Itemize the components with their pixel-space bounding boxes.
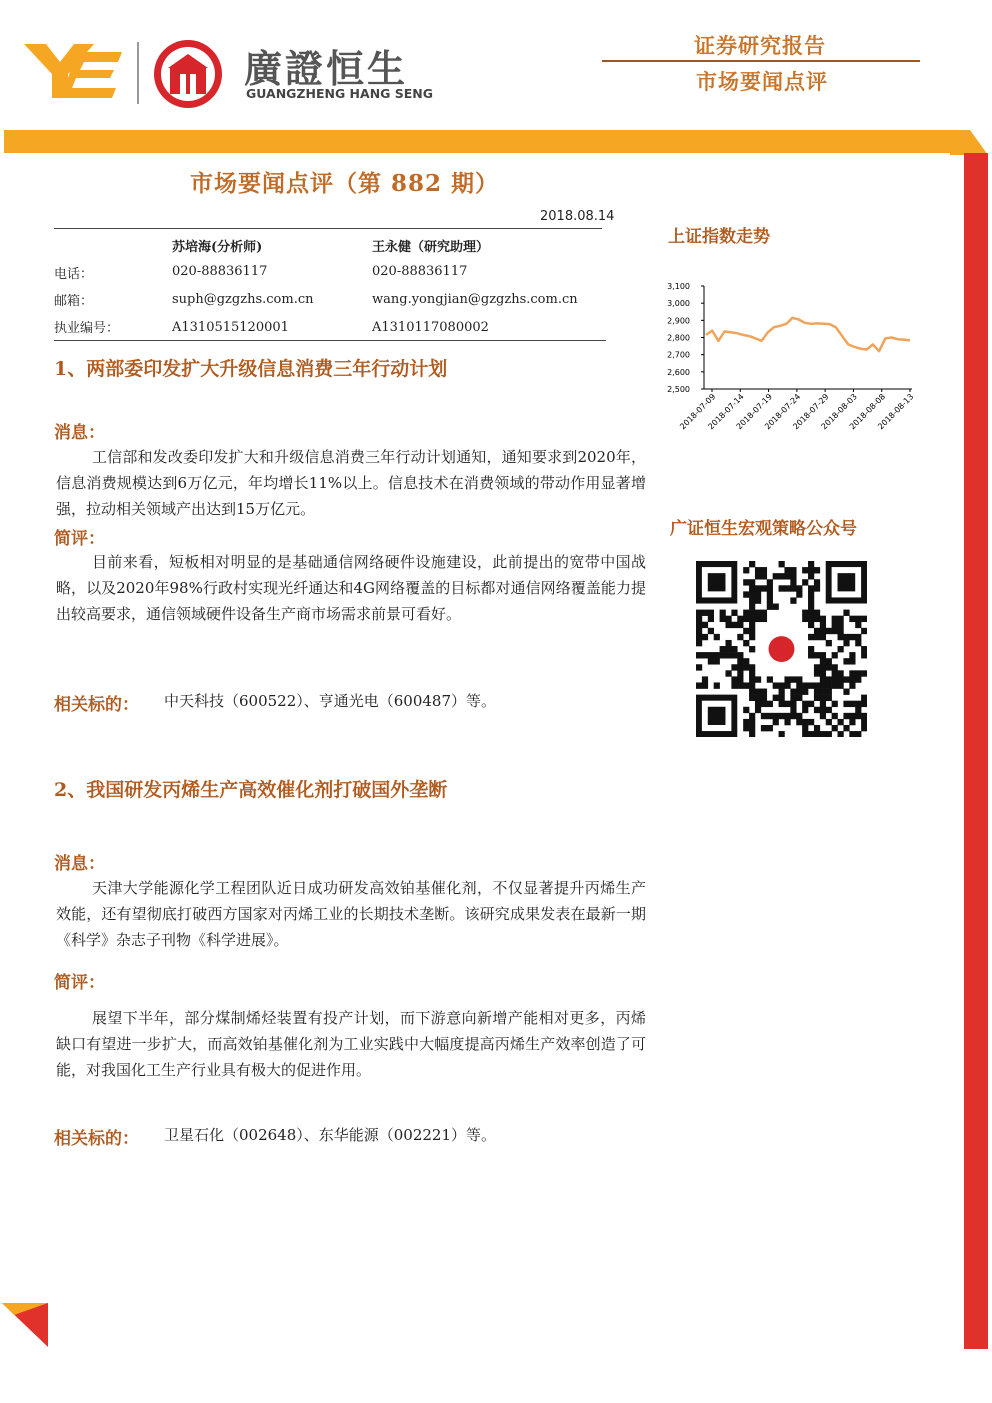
right-red-bar bbox=[964, 153, 988, 1349]
shanghai-index-chart bbox=[660, 278, 920, 438]
chart-title: 上证指数走势 bbox=[668, 227, 770, 247]
assistant-name: 王永健（研究助理） bbox=[372, 240, 490, 255]
bottom-corner-triangle bbox=[2, 1303, 50, 1349]
assistant-license: A1310117080002 bbox=[372, 320, 489, 335]
y-tick-label: 2,500 bbox=[667, 385, 690, 394]
y-tick-label: 2,700 bbox=[667, 350, 690, 360]
report-title: 市场要闻点评（第 882 期） bbox=[190, 170, 500, 197]
report-date: 2018.08.14 bbox=[540, 209, 615, 224]
assistant-phone: 020-88836117 bbox=[372, 264, 468, 279]
section-1-comment-label: 简评： bbox=[54, 529, 105, 549]
report-series: 市场要闻点评 bbox=[696, 70, 828, 94]
top-orange-band bbox=[4, 130, 954, 153]
author-top-rule bbox=[54, 228, 602, 229]
section-2-related: 卫星石化（002648）、东华能源（002221）等。 bbox=[164, 1126, 497, 1144]
section-2-news-label: 消息： bbox=[54, 854, 105, 874]
section-2-comment: 展望下半年，部分煤制烯烃装置有投产计划，而下游意向新增产能相对更多，丙烯缺口有望进一步扩大，而高效铂基催化剂为工业实践中大幅度提高丙烯生产效率创造了可能，对我国化工生产行业具有极大的促进作用。 bbox=[56, 1009, 646, 1079]
author-bottom-rule bbox=[54, 340, 606, 341]
x-tick-label: 2018-08-03 bbox=[819, 392, 859, 432]
email-label: 邮箱： bbox=[54, 294, 94, 309]
analyst-name: 苏培海(分析师) bbox=[172, 240, 263, 255]
section-1-title: 1、两部委印发扩大升级信息消费三年行动计划 bbox=[54, 358, 448, 380]
x-tick-label: 2018-07-14 bbox=[706, 392, 746, 432]
analyst-license: A1310515120001 bbox=[172, 320, 289, 335]
section-2-news: 天津大学能源化学工程团队近日成功研发高效铂基催化剂，不仅显著提升丙烯生产效能，还有望彻底打破西方国家对丙烯工业的长期技术垄断。该研究成果发表在最新一期《科学》杂志子刊物《科学进展》。 bbox=[56, 879, 646, 949]
header-rule bbox=[602, 60, 920, 62]
x-tick-label: 2018-07-09 bbox=[678, 392, 718, 432]
y-tick-label: 2,900 bbox=[667, 316, 690, 326]
section-1-related-label: 相关标的： bbox=[54, 695, 139, 715]
x-tick-label: 2018-07-19 bbox=[734, 392, 774, 432]
logo-english-name: GUANGZHENG HANG SENG bbox=[246, 86, 434, 101]
section-2-comment-label: 简评： bbox=[54, 973, 105, 993]
section-1-related: 中天科技（600522）、亨通光电（600487）等。 bbox=[164, 692, 497, 710]
analyst-phone: 020-88836117 bbox=[172, 264, 268, 279]
qr-title: 广证恒生宏观策略公众号 bbox=[670, 519, 857, 539]
x-tick-label: 2018-07-29 bbox=[791, 392, 831, 432]
wechat-qr-code-icon[interactable] bbox=[696, 561, 867, 737]
section-1-comment: 目前来看，短板相对明显的是基础通信网络硬件设施建设，此前提出的宽带中国战略，以及2020年98%行政村实现光纤通达和4G网络覆盖的目标都对通信网络覆盖能力提出较高要求，通信领域硬件设备生产商市场需求前景可看好。 bbox=[56, 553, 646, 623]
assistant-email[interactable]: wang.yongjian@gzgzhs.com.cn bbox=[372, 292, 578, 307]
x-tick-label: 2018-08-08 bbox=[847, 392, 888, 432]
seal-logo-icon bbox=[152, 38, 224, 110]
y-tick-label: 2,600 bbox=[667, 367, 690, 377]
phone-label: 电话： bbox=[54, 267, 94, 282]
logo-divider bbox=[137, 42, 139, 104]
page-header bbox=[0, 0, 992, 130]
x-tick-label: 2018-07-24 bbox=[763, 392, 803, 432]
index-series-line bbox=[706, 318, 910, 351]
section-2-related-label: 相关标的： bbox=[54, 1129, 139, 1149]
y-tick-label: 2,800 bbox=[667, 333, 690, 343]
author-table bbox=[54, 232, 606, 342]
section-1-news: 工信部和发改委印发扩大和升级信息消费三年行动计划通知，通知要求到2020年，信息消费规模达到6万亿元，年均增长11%以上。信息技术在消费领域的带动作用显著增强，拉动相关领域产出达到15万亿元。 bbox=[56, 448, 646, 518]
license-label: 执业编号： bbox=[54, 321, 120, 336]
x-tick-label: 2018-08-13 bbox=[876, 392, 916, 432]
y-tick-label: 3,000 bbox=[667, 299, 690, 309]
report-type: 证券研究报告 bbox=[694, 34, 826, 58]
gzhs-ye-logo-icon bbox=[24, 40, 124, 100]
logo-chinese-name: 廣證恒生 bbox=[244, 47, 409, 91]
section-2-title: 2、我国研发丙烯生产高效催化剂打破国外垄断 bbox=[54, 779, 448, 801]
analyst-email[interactable]: suph@gzgzhs.com.cn bbox=[172, 292, 314, 307]
y-tick-label: 3,100 bbox=[667, 282, 690, 291]
section-1-news-label: 消息： bbox=[54, 423, 105, 443]
